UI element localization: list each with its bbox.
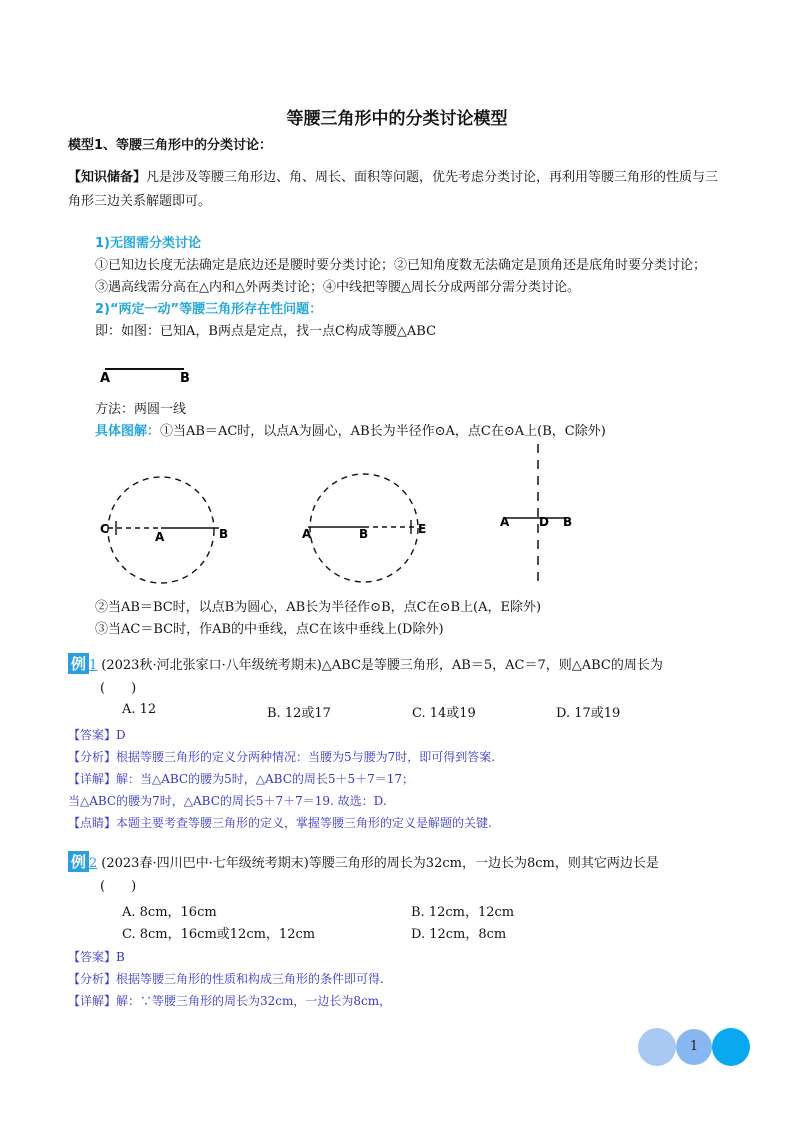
example2-blank: ( ) [100, 879, 137, 894]
example1-detail1: 【详解】解：当△ABC的腰为5时，△ABC的周长5＋5＋7＝17； [68, 772, 415, 786]
label-a: A [302, 527, 312, 541]
case2-text: ②当AB＝BC时，以点B为圆心，AB长为半径作⊙B，点C在⊙B上(A，E除外) [95, 600, 542, 615]
case3-text: ③当AC＝BC时，作AB的中垂线，点C在该中垂线上(D除外) [95, 622, 444, 637]
example2-analysis: 【分析】根据等腰三角形的性质和构成三角形的条件即可得. [68, 972, 384, 986]
example-number: 2 [89, 856, 98, 871]
example1-answer: 【答案】D [68, 728, 126, 742]
example1-option-c: C. 14或19 [412, 706, 476, 721]
example2-option-a: A. 8cm，16cm [122, 905, 217, 920]
label-c: C [100, 522, 109, 536]
page-number: 1 [676, 1029, 712, 1065]
page-deco-circle-left [638, 1028, 676, 1066]
detail-tag: 具体图解： [95, 424, 161, 439]
example1-option-d: D. 17或19 [556, 706, 621, 721]
label-b: B [359, 527, 369, 541]
label-a: A [500, 515, 510, 529]
example2-question: 例 2 (2023春·四川巴中·七年级统考期末)等腰三角形的周长为32cm，一边长为8cm，则其它两边长是 [68, 851, 659, 872]
section2-heading: 2)“两定一动”等腰三角形存在性问题： [95, 302, 323, 317]
method-text: 方法：两圆一线 [95, 402, 187, 417]
section1-line1: ①已知边长度无法确定是底边还是腰时要分类讨论；②已知角度数无法确定是顶角还是底角时要分类讨论； [95, 258, 707, 273]
example1-comment: 【点睛】本题主要考查等腰三角形的定义，掌握等腰三角形的定义是解题的关键. [68, 816, 492, 830]
example-badge: 例 [68, 851, 89, 872]
example1-analysis: 【分析】根据等腰三角形的定义分两种情况：当腰为5与腰为7时，即可得到答案. [68, 750, 496, 764]
page-deco-circle-right [712, 1028, 750, 1066]
label-e: E [418, 522, 427, 536]
example2-option-d: D. 12cm，8cm [411, 927, 507, 942]
model-heading: 模型1、等腰三角形中的分类讨论： [68, 138, 273, 153]
example1-detail2: 当△ABC的腰为7时，△ABC的周长5＋7＋7＝19. 故选：D. [68, 794, 387, 808]
label-b: B [180, 371, 190, 386]
label-a: A [155, 530, 165, 544]
label-b: B [219, 527, 229, 541]
example1-blank: ( ) [100, 681, 137, 696]
diagram-circle-b [290, 440, 450, 610]
example2-detail1: 【详解】解：∵等腰三角形的周长为32cm，一边长为8cm， [68, 994, 392, 1008]
example-badge: 例 [68, 653, 89, 674]
example1-option-a: A. 12 [122, 702, 157, 717]
knowledge-tag: 【知识储备】 [68, 170, 147, 185]
section1-line2: ③遇高线需分高在△内和△外两类讨论；④中线把等腰△周长分成两部分需分类讨论。 [95, 280, 580, 295]
section1-heading: 1)无图需分类讨论 [95, 236, 201, 251]
example-number: 1 [89, 658, 98, 673]
knowledge-line1: 【知识储备】凡是涉及等腰三角形边、角、周长、面积等问题，优先考虑分类讨论，再利用等腰三角形的性质与三 [68, 170, 719, 185]
page-title: 等腰三角形中的分类讨论模型 [286, 109, 508, 129]
label-b: B [563, 515, 573, 529]
example2-answer: 【答案】B [68, 950, 125, 964]
diagram-bisector [490, 440, 600, 590]
label-a: A [100, 371, 111, 386]
section2-intro: 即：如图：已知A，B两点是定点，找一点C构成等腰△ABC [95, 324, 437, 339]
example2-option-b: B. 12cm，12cm [411, 905, 515, 920]
knowledge-line2: 角形三边关系解题即可。 [68, 194, 212, 209]
example1-option-b: B. 12或17 [267, 706, 331, 721]
example1-question: 例 1 (2023秋·河北张家口·八年级统考期末)△ABC是等腰三角形，AB＝5，AC＝7，则△ABC的周长为 [68, 653, 663, 674]
label-d: D [539, 515, 549, 529]
example2-option-c: C. 8cm，16cm或12cm，12cm [122, 927, 316, 942]
diagram-circle-a [95, 440, 255, 610]
detail-line: 具体图解：①当AB＝AC时，以点A为圆心，AB长为半径作⊙A，点C在⊙A上(B，C除外) [95, 424, 606, 439]
ab-segment-figure [98, 362, 208, 386]
